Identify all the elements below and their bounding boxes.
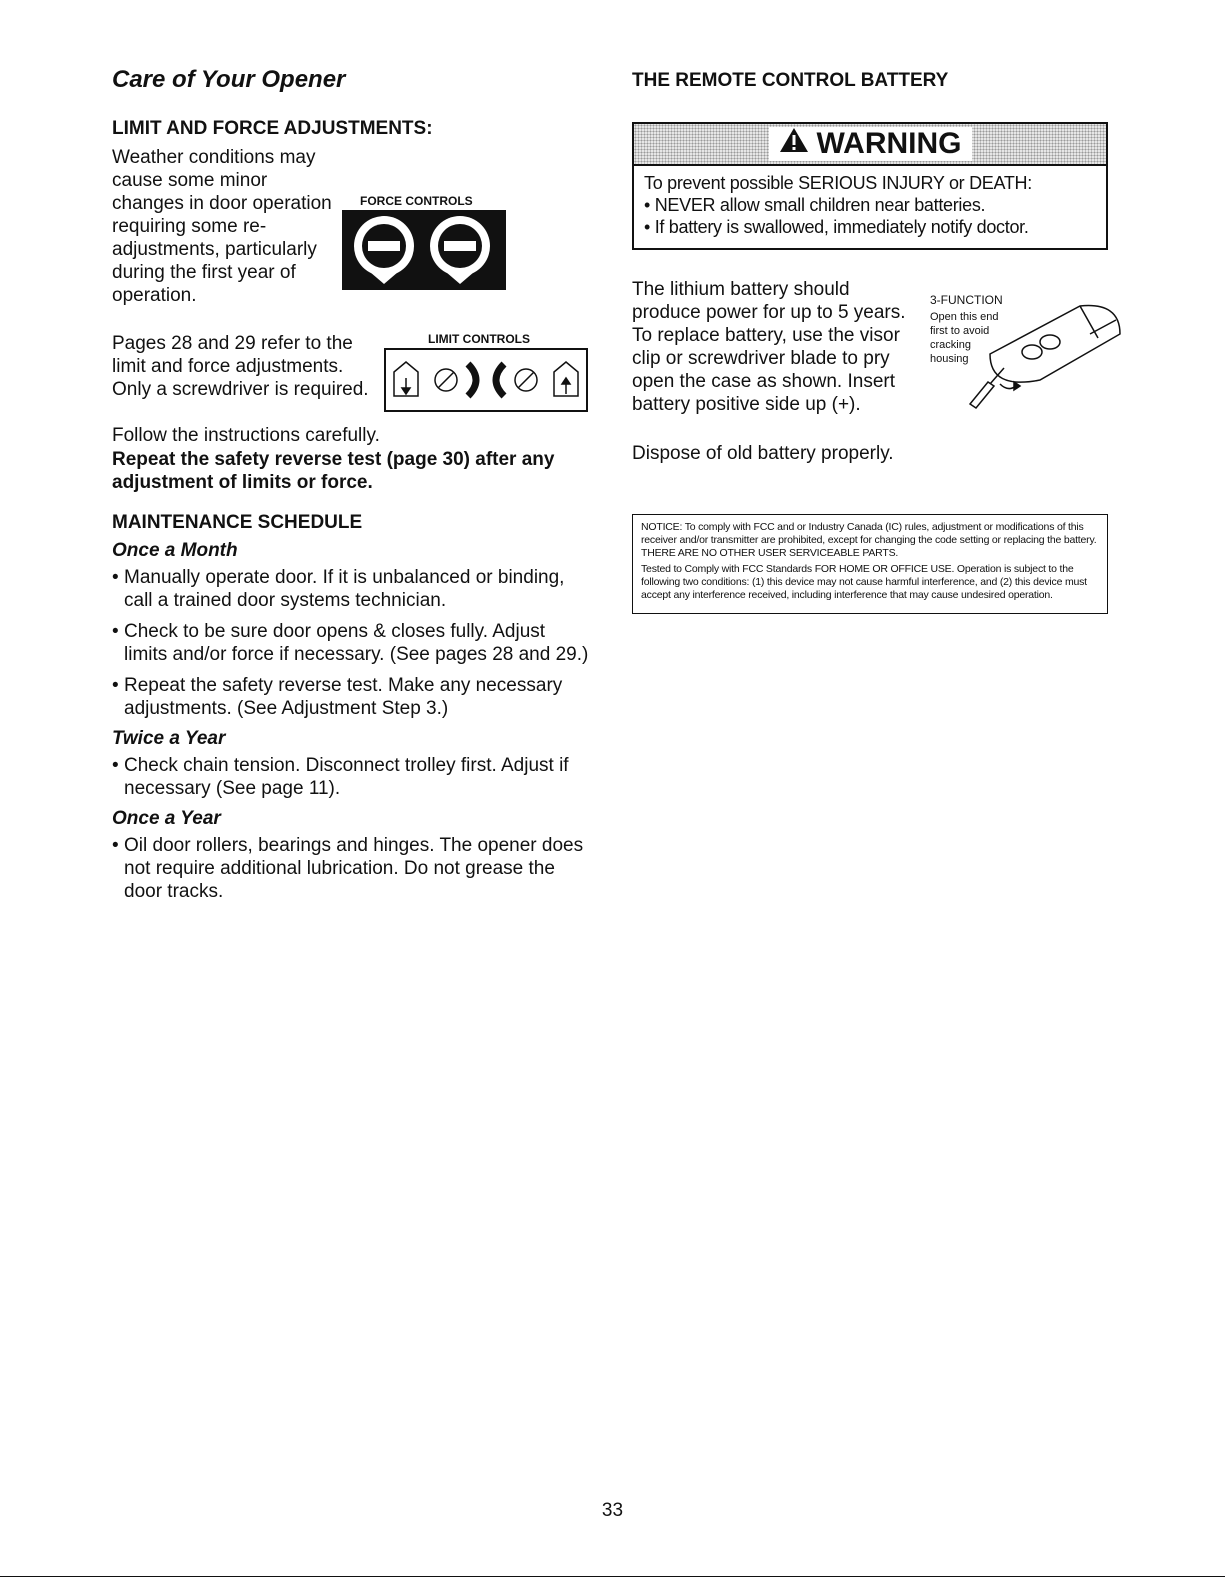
warning-box: [632, 122, 1108, 250]
remote-note-line: Open this end: [930, 311, 999, 323]
battery-instructions: The lithium battery should produce power for up to 5 years. To replace battery, use the visor clip or screwdriver blade to pry open the case as shown. Insert battery positive side up (+).: [632, 279, 906, 415]
left-column: [112, 66, 590, 911]
warning-triangle-icon: [779, 127, 809, 161]
limit-force-paragraph-3: Follow the instructions carefully.: [112, 425, 380, 446]
limit-force-paragraph-2: Pages 28 and 29 refer to the limit and force adjustments. Only a screwdriver is required.: [112, 333, 369, 400]
maintenance-list: [112, 834, 590, 903]
remote-note-line: housing: [930, 353, 969, 365]
list-item: • Oil door rollers, bearings and hinges. The opener does not require additional lubrication. Do not grease the door tracks.: [112, 834, 590, 903]
right-column: [632, 66, 1110, 614]
remote-battery-diagram: [930, 294, 1130, 414]
list-item: • Repeat the safety reverse test. Make any necessary adjustments. (See Adjustment Step 3.): [112, 674, 590, 720]
remote-note-line: cracking: [930, 339, 971, 351]
battery-dispose-text: Dispose of old battery properly.: [632, 443, 894, 464]
remote-type-label: 3-FUNCTION: [930, 294, 1003, 307]
limit-force-heading: LIMIT AND FORCE ADJUSTMENTS:: [112, 118, 433, 139]
list-item: • Manually operate door. If it is unbalanced or binding, call a trained door systems technician.: [112, 566, 590, 612]
battery-section-title: THE REMOTE CONTROL BATTERY: [632, 70, 949, 91]
battery-section: [632, 278, 1110, 464]
force-dial-up: [430, 216, 490, 284]
force-controls-diagram: [342, 210, 506, 290]
limit-controls-diagram: [384, 348, 588, 412]
maintenance-group-title: Once a Month: [112, 540, 238, 561]
maintenance-group-title: Twice a Year: [112, 728, 226, 749]
page-title: Care of Your Opener: [112, 66, 346, 93]
warning-banner: [634, 124, 1106, 166]
warning-line: • NEVER allow small children near batteries.: [644, 195, 986, 215]
force-controls-label: FORCE CONTROLS: [360, 194, 473, 208]
maintenance-list: [112, 754, 590, 800]
force-dial-down: [354, 216, 414, 284]
fcc-notice-box: [632, 514, 1108, 614]
warning-text: [634, 166, 1106, 248]
door-up-icon: [554, 362, 578, 396]
maintenance-list: [112, 566, 590, 720]
fcc-notice-paragraph: NOTICE: To comply with FCC and or Industry Canada (IC) rules, adjustment or modifications of this receiver and/or transmitter are prohibited, except for changing the code setting or replacing the battery. THERE ARE NO OTHER USER SERVICEABLE PARTS.: [641, 521, 1097, 559]
limit-force-paragraph-1: Weather conditions may cause some minor changes in door operation requiring some re-adjustments, particularly during the first year of operation.: [112, 147, 332, 306]
remote-control-icon: [990, 306, 1120, 383]
warning-line: • If battery is swallowed, immediately notify doctor.: [644, 217, 1029, 237]
maintenance-group-title: Once a Year: [112, 808, 221, 829]
remote-note-line: first to avoid: [930, 325, 990, 337]
bottom-rule: [0, 1576, 1225, 1577]
limit-force-section: [112, 146, 590, 444]
door-down-icon: [394, 362, 418, 396]
warning-word: WARNING: [816, 127, 962, 160]
list-item: • Check to be sure door opens & closes fully. Adjust limits and/or force if necessary. (See pages 28 and 29.): [112, 620, 590, 666]
maintenance-heading: MAINTENANCE SCHEDULE: [112, 512, 363, 533]
page-number: 33: [601, 1500, 624, 1521]
limit-controls-label: LIMIT CONTROLS: [428, 332, 530, 346]
repeat-safety-note: Repeat the safety reverse test (page 30) after any adjustment of limits or force.: [112, 449, 555, 493]
fcc-notice-paragraph: Tested to Comply with FCC Standards FOR HOME OR OFFICE USE. Operation is subject to the following two conditions: (1) this device may not cause harmful interference, and (2) this device must accept any interference received, including interference that may cause undesired operation.: [641, 563, 1087, 601]
list-item: • Check chain tension. Disconnect trolley first. Adjust if necessary (See page 11).: [112, 754, 590, 800]
warning-line: To prevent possible SERIOUS INJURY or DEATH:: [644, 173, 1032, 193]
